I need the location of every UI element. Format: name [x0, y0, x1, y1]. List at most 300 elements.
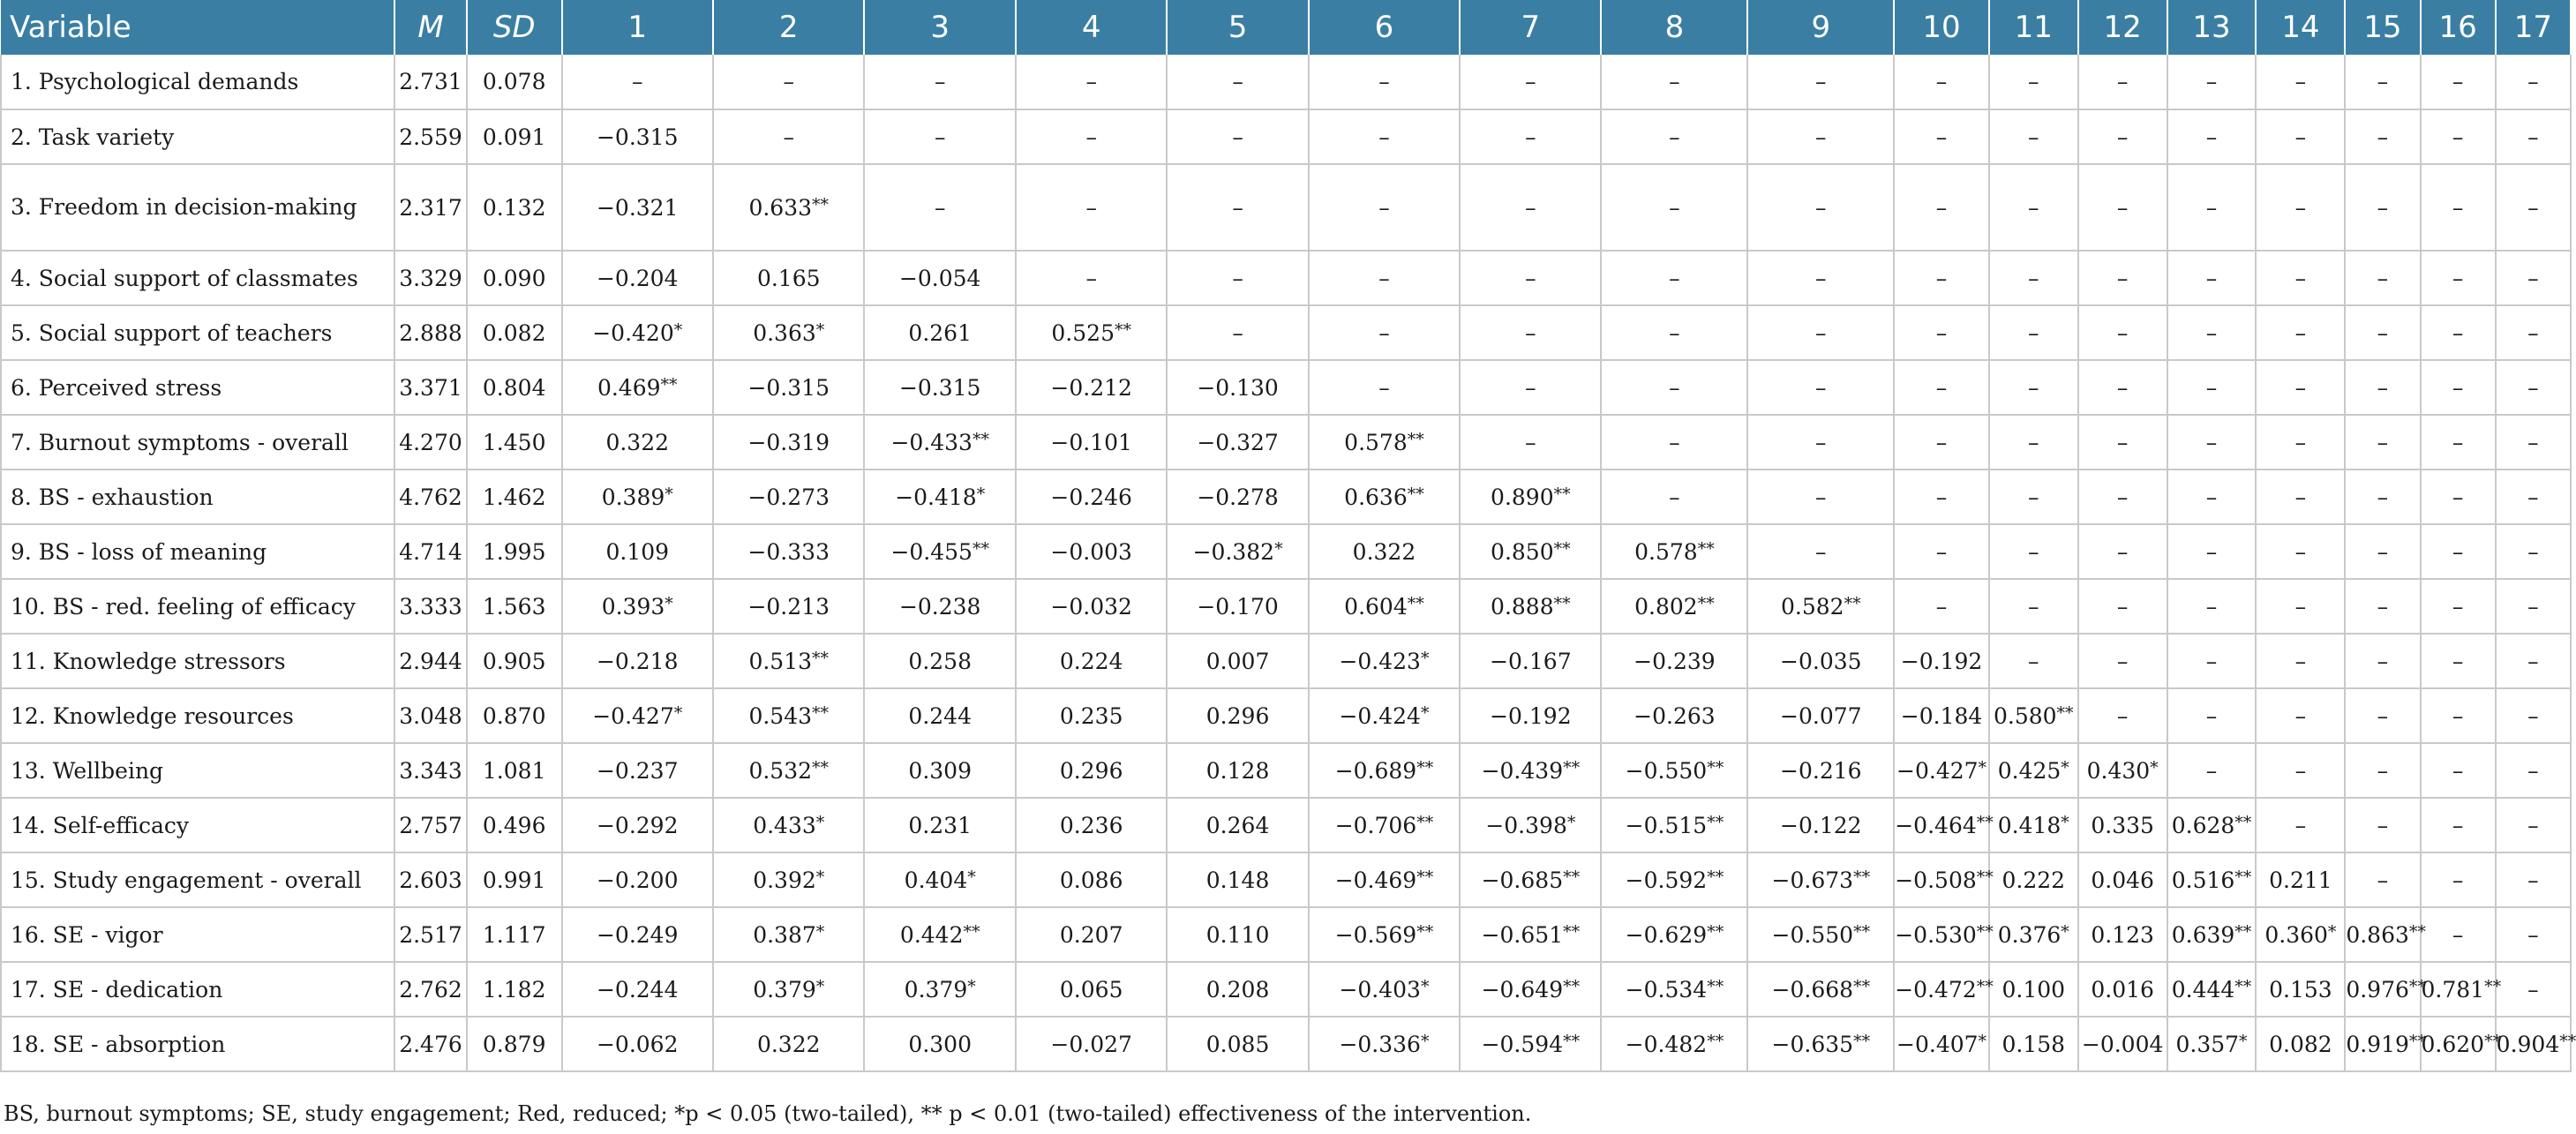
correlation-cell: −0.649** [1460, 962, 1601, 1017]
correlation-cell: – [1989, 251, 2078, 305]
correlation-cell: 0.165 [713, 251, 864, 305]
column-header-2: 2 [713, 0, 864, 55]
correlation-cell: – [2421, 55, 2496, 109]
correlation-cell: – [2421, 305, 2496, 360]
mean-cell: 2.731 [394, 55, 467, 109]
correlation-cell: 0.863** [2345, 907, 2420, 962]
correlation-cell: – [2167, 688, 2257, 743]
correlation-cell: 0.976** [2345, 962, 2420, 1017]
correlation-cell: −0.420* [562, 305, 713, 360]
correlation-cell: – [1601, 251, 1747, 305]
correlation-cell: – [2496, 579, 2571, 634]
column-header-8: 8 [1601, 0, 1747, 55]
correlation-cell: 0.389* [562, 469, 713, 524]
correlation-cell: – [2496, 164, 2571, 251]
column-header-11: 11 [1989, 0, 2078, 55]
correlation-cell: −0.315 [864, 360, 1015, 415]
correlation-cell: −0.244 [562, 962, 713, 1017]
correlation-cell: −0.004 [2078, 1017, 2167, 1071]
correlation-cell: −0.635** [1747, 1017, 1894, 1071]
correlation-cell: – [1309, 305, 1460, 360]
correlation-cell: – [1167, 109, 1308, 164]
correlation-cell: – [2167, 579, 2257, 634]
correlation-cell: 0.296 [1016, 743, 1167, 798]
correlation-cell: – [1747, 415, 1894, 469]
correlation-cell: 0.379* [713, 962, 864, 1017]
row-label: 14. Self-efficacy [1, 798, 394, 852]
correlation-cell: – [1601, 164, 1747, 251]
correlation-cell: – [1989, 164, 2078, 251]
correlation-cell: – [2078, 55, 2167, 109]
correlation-cell: −0.035 [1747, 634, 1894, 688]
correlation-cell: −0.292 [562, 798, 713, 852]
correlation-cell: 0.322 [713, 1017, 864, 1071]
correlation-cell: – [2421, 251, 2496, 305]
correlation-cell: – [1989, 360, 2078, 415]
correlation-cell: 0.264 [1167, 798, 1308, 852]
correlation-cell: −0.054 [864, 251, 1015, 305]
correlation-cell: – [1601, 305, 1747, 360]
correlation-cell: – [2345, 688, 2420, 743]
correlation-cell: −0.032 [1016, 579, 1167, 634]
row-label: 13. Wellbeing [1, 743, 394, 798]
correlation-cell: −0.427* [562, 688, 713, 743]
correlation-cell: −0.418* [864, 469, 1015, 524]
row-label: 4. Social support of classmates [1, 251, 394, 305]
correlation-cell: −0.204 [562, 251, 713, 305]
correlation-cell: – [2078, 579, 2167, 634]
correlation-cell: – [1989, 524, 2078, 579]
sd-cell: 0.496 [467, 798, 562, 852]
mean-cell: 2.888 [394, 305, 467, 360]
mean-cell: 2.603 [394, 852, 467, 907]
table-row [1, 305, 2571, 360]
correlation-cell: 0.363* [713, 305, 864, 360]
column-header-14: 14 [2256, 0, 2345, 55]
correlation-cell: – [1894, 164, 1989, 251]
correlation-cell: 0.425* [1989, 743, 2078, 798]
correlation-cell: 0.919** [2345, 1017, 2420, 1071]
column-header-12: 12 [2078, 0, 2167, 55]
correlation-cell: 0.433* [713, 798, 864, 852]
correlation-cell: 0.404* [864, 852, 1015, 907]
column-header-13: 13 [2167, 0, 2257, 55]
correlation-cell: – [2496, 360, 2571, 415]
correlation-cell: −0.594** [1460, 1017, 1601, 1071]
sd-cell: 1.450 [467, 415, 562, 469]
correlation-cell: – [2345, 360, 2420, 415]
correlation-cell: – [2421, 634, 2496, 688]
row-label: 7. Burnout symptoms - overall [1, 415, 394, 469]
correlation-cell: – [2256, 415, 2345, 469]
table-row [1, 524, 2571, 579]
correlation-cell: 0.636** [1309, 469, 1460, 524]
table-row [1, 743, 2571, 798]
row-label: 10. BS - red. feeling of efficacy [1, 579, 394, 634]
sd-cell: 1.563 [467, 579, 562, 634]
correlation-cell: – [1309, 164, 1460, 251]
row-label: 3. Freedom in decision-making [1, 164, 394, 251]
sd-cell: 0.090 [467, 251, 562, 305]
correlation-cell: – [2496, 852, 2571, 907]
correlation-cell: – [1460, 305, 1601, 360]
correlation-cell: −0.464** [1894, 798, 1989, 852]
correlation-cell: −0.433** [864, 415, 1015, 469]
column-header-7: 7 [1460, 0, 1601, 55]
correlation-cell: – [1309, 55, 1460, 109]
column-header-9: 9 [1747, 0, 1894, 55]
row-label: 2. Task variety [1, 109, 394, 164]
correlation-cell: – [2496, 524, 2571, 579]
correlation-cell: – [2167, 634, 2257, 688]
correlation-cell: 0.628** [2167, 798, 2257, 852]
column-header-1: 1 [562, 0, 713, 55]
correlation-cell: – [2256, 360, 2345, 415]
correlation-cell: – [1989, 579, 2078, 634]
correlation-cell: 0.123 [2078, 907, 2167, 962]
correlation-cell: −0.398* [1460, 798, 1601, 852]
correlation-cell: −0.130 [1167, 360, 1308, 415]
correlation-cell: 0.208 [1167, 962, 1308, 1017]
correlation-cell: – [2167, 415, 2257, 469]
correlation-cell: 0.261 [864, 305, 1015, 360]
correlation-cell: – [2421, 743, 2496, 798]
correlation-cell: 0.300 [864, 1017, 1015, 1071]
correlation-cell: – [2421, 469, 2496, 524]
correlation-cell: 0.046 [2078, 852, 2167, 907]
correlation-cell: – [1309, 109, 1460, 164]
correlation-cell: – [1894, 251, 1989, 305]
row-label: 18. SE - absorption [1, 1017, 394, 1071]
correlation-cell: −0.472** [1894, 962, 1989, 1017]
correlation-cell: – [2496, 251, 2571, 305]
mean-cell: 3.343 [394, 743, 467, 798]
correlation-cell: 0.379* [864, 962, 1015, 1017]
correlation-cell: – [864, 55, 1015, 109]
correlation-cell: – [1989, 634, 2078, 688]
correlation-cell: – [1167, 305, 1308, 360]
correlation-cell: – [2078, 634, 2167, 688]
correlation-cell: – [2496, 109, 2571, 164]
correlation-cell: – [2078, 164, 2167, 251]
correlation-cell: −0.321 [562, 164, 713, 251]
sd-cell: 0.905 [467, 634, 562, 688]
mean-cell: 2.317 [394, 164, 467, 251]
correlation-cell: – [2256, 798, 2345, 852]
correlation-cell: – [2345, 579, 2420, 634]
table-footnote: BS, burnout symptoms; SE, study engagement; Red, reduced; *p < 0.05 (two-tailed), ** p < 0.01 (two-tailed) effectiveness of the intervention. [4, 1101, 1532, 1126]
column-header-15: 15 [2345, 0, 2420, 55]
correlation-cell: – [1747, 305, 1894, 360]
correlation-cell: 0.085 [1167, 1017, 1308, 1071]
correlation-cell: −0.592** [1601, 852, 1747, 907]
correlation-cell: – [1894, 415, 1989, 469]
table-row [1, 251, 2571, 305]
correlation-cell: – [2345, 743, 2420, 798]
correlation-cell: – [713, 109, 864, 164]
correlation-cell: – [2078, 688, 2167, 743]
correlation-cell: 0.904** [2496, 1017, 2571, 1071]
correlation-cell: – [1989, 109, 2078, 164]
correlation-cell: – [1460, 164, 1601, 251]
row-label: 1. Psychological demands [1, 55, 394, 109]
correlation-cell: – [1747, 164, 1894, 251]
correlation-cell: – [2345, 634, 2420, 688]
mean-cell: 2.762 [394, 962, 467, 1017]
sd-cell: 0.132 [467, 164, 562, 251]
correlation-cell: −0.530** [1894, 907, 1989, 962]
correlation-cell: – [2167, 109, 2257, 164]
table-row [1, 1017, 2571, 1071]
correlation-cell: 0.850** [1460, 524, 1601, 579]
correlation-cell: 0.513** [713, 634, 864, 688]
correlation-cell: 0.781** [2421, 962, 2496, 1017]
correlation-cell: – [1747, 251, 1894, 305]
table-row [1, 360, 2571, 415]
correlation-cell: 0.444** [2167, 962, 2257, 1017]
correlation-cell: 0.224 [1016, 634, 1167, 688]
correlation-cell: – [2078, 109, 2167, 164]
correlation-cell: 0.387* [713, 907, 864, 962]
correlation-cell: 0.430* [2078, 743, 2167, 798]
correlation-cell: 0.086 [1016, 852, 1167, 907]
correlation-cell: – [864, 164, 1015, 251]
column-header-10: 10 [1894, 0, 1989, 55]
correlation-cell: −0.213 [713, 579, 864, 634]
mean-cell: 2.517 [394, 907, 467, 962]
correlation-cell: 0.153 [2256, 962, 2345, 1017]
correlation-cell: −0.455** [864, 524, 1015, 579]
correlation-cell: – [2256, 305, 2345, 360]
sd-cell: 0.078 [467, 55, 562, 109]
correlation-cell: – [1894, 55, 1989, 109]
correlation-cell: −0.216 [1747, 743, 1894, 798]
correlation-cell: 0.376* [1989, 907, 2078, 962]
correlation-cell: – [713, 55, 864, 109]
correlation-cell: – [1894, 305, 1989, 360]
row-label: 11. Knowledge stressors [1, 634, 394, 688]
correlation-cell: −0.569** [1309, 907, 1460, 962]
correlation-cell: – [2345, 852, 2420, 907]
correlation-cell: 0.244 [864, 688, 1015, 743]
correlation-cell: −0.424* [1309, 688, 1460, 743]
row-label: 6. Perceived stress [1, 360, 394, 415]
sd-cell: 1.462 [467, 469, 562, 524]
correlation-cell: – [1167, 164, 1308, 251]
correlation-cell: −0.685** [1460, 852, 1601, 907]
correlation-cell: 0.582** [1747, 579, 1894, 634]
correlation-cell: – [2496, 798, 2571, 852]
correlation-cell: 0.065 [1016, 962, 1167, 1017]
correlation-cell: 0.158 [1989, 1017, 2078, 1071]
correlation-cell: – [1016, 109, 1167, 164]
correlation-cell: – [864, 109, 1015, 164]
correlation-cell: – [2421, 360, 2496, 415]
correlation-cell: – [2345, 305, 2420, 360]
correlation-cell: – [2256, 469, 2345, 524]
correlation-cell: −0.062 [562, 1017, 713, 1071]
correlation-cell: – [1309, 360, 1460, 415]
mean-cell: 4.762 [394, 469, 467, 524]
correlation-cell: – [2256, 109, 2345, 164]
correlation-cell: – [2496, 305, 2571, 360]
correlation-cell: – [2345, 524, 2420, 579]
row-label: 12. Knowledge resources [1, 688, 394, 743]
correlation-cell: 0.578** [1309, 415, 1460, 469]
mean-cell: 2.476 [394, 1017, 467, 1071]
correlation-cell: 0.207 [1016, 907, 1167, 962]
correlation-cell: – [1894, 360, 1989, 415]
header-row [1, 0, 2571, 55]
correlation-cell: – [1894, 579, 1989, 634]
correlation-cell: 0.360* [2256, 907, 2345, 962]
correlation-cell: – [1989, 415, 2078, 469]
correlation-cell: – [2421, 688, 2496, 743]
correlation-cell: – [2496, 962, 2571, 1017]
correlation-cell: – [2496, 688, 2571, 743]
correlation-cell: 0.016 [2078, 962, 2167, 1017]
correlation-cell: 0.418* [1989, 798, 2078, 852]
correlation-cell: 0.007 [1167, 634, 1308, 688]
correlation-cell: – [1016, 164, 1167, 251]
table-row [1, 962, 2571, 1017]
correlation-cell: – [2078, 305, 2167, 360]
correlation-cell: 0.802** [1601, 579, 1747, 634]
correlation-cell: – [1016, 251, 1167, 305]
sd-cell: 0.991 [467, 852, 562, 907]
correlation-cell: 0.620** [2421, 1017, 2496, 1071]
sd-cell: 0.879 [467, 1017, 562, 1071]
correlation-cell: 0.322 [562, 415, 713, 469]
correlation-cell: −0.508** [1894, 852, 1989, 907]
correlation-cell: – [2167, 743, 2257, 798]
table-row [1, 164, 2571, 251]
correlation-cell: – [2078, 415, 2167, 469]
correlation-cell: −0.673** [1747, 852, 1894, 907]
correlation-cell: 0.442** [864, 907, 1015, 962]
correlation-cell: – [2256, 579, 2345, 634]
correlation-cell: – [1894, 109, 1989, 164]
correlation-cell: −0.423* [1309, 634, 1460, 688]
correlation-cell: −0.263 [1601, 688, 1747, 743]
correlation-cell: −0.407* [1894, 1017, 1989, 1071]
correlation-cell: – [2421, 852, 2496, 907]
table-body [1, 55, 2576, 1071]
correlation-cell: – [2496, 907, 2571, 962]
correlation-cell: – [1989, 305, 2078, 360]
correlation-cell: – [1601, 360, 1747, 415]
correlation-cell: −0.192 [1460, 688, 1601, 743]
correlation-cell: – [1167, 55, 1308, 109]
correlation-cell: −0.167 [1460, 634, 1601, 688]
correlation-cell: 0.222 [1989, 852, 2078, 907]
correlation-cell: – [2256, 688, 2345, 743]
correlation-cell: 0.357* [2167, 1017, 2257, 1071]
sd-cell: 0.804 [467, 360, 562, 415]
sd-cell: 0.091 [467, 109, 562, 164]
correlation-cell: −0.237 [562, 743, 713, 798]
table-row [1, 109, 2571, 164]
column-header-5: 5 [1167, 0, 1308, 55]
correlation-cell: 0.580** [1989, 688, 2078, 743]
correlation-cell: −0.315 [713, 360, 864, 415]
correlation-cell: – [2345, 798, 2420, 852]
sd-cell: 1.117 [467, 907, 562, 962]
correlation-cell: −0.200 [562, 852, 713, 907]
correlation-cell: – [1894, 524, 1989, 579]
correlation-cell: −0.651** [1460, 907, 1601, 962]
correlation-cell: −0.192 [1894, 634, 1989, 688]
correlation-cell: – [2078, 524, 2167, 579]
correlation-cell: – [1747, 524, 1894, 579]
correlation-cell: −0.689** [1309, 743, 1460, 798]
correlation-cell: −0.315 [562, 109, 713, 164]
correlation-cell: – [1747, 360, 1894, 415]
correlation-cell: −0.469** [1309, 852, 1460, 907]
correlation-cell: −0.184 [1894, 688, 1989, 743]
correlation-cell: – [2421, 907, 2496, 962]
correlation-cell: −0.550** [1747, 907, 1894, 962]
correlation-cell: −0.246 [1016, 469, 1167, 524]
table-header [1, 0, 2571, 55]
correlation-cell: −0.515** [1601, 798, 1747, 852]
correlation-cell: −0.706** [1309, 798, 1460, 852]
sd-cell: 0.870 [467, 688, 562, 743]
correlation-cell: −0.336* [1309, 1017, 1460, 1071]
mean-cell: 3.048 [394, 688, 467, 743]
correlation-cell: – [2167, 524, 2257, 579]
correlation-cell: – [1460, 109, 1601, 164]
correlation-cell: −0.550** [1601, 743, 1747, 798]
correlation-cell: – [1601, 415, 1747, 469]
correlation-cell: 0.392* [713, 852, 864, 907]
table-row [1, 634, 2571, 688]
correlation-cell: −0.278 [1167, 469, 1308, 524]
correlation-cell: 0.633** [713, 164, 864, 251]
correlation-cell: – [2256, 524, 2345, 579]
mean-cell: 3.333 [394, 579, 467, 634]
correlation-cell: −0.273 [713, 469, 864, 524]
correlation-cell: – [1309, 251, 1460, 305]
row-label: 5. Social support of teachers [1, 305, 394, 360]
correlation-cell: – [2256, 164, 2345, 251]
correlation-cell: 0.888** [1460, 579, 1601, 634]
sd-cell: 1.182 [467, 962, 562, 1017]
correlation-cell: – [2345, 415, 2420, 469]
correlation-cell: – [2167, 305, 2257, 360]
table-row [1, 469, 2571, 524]
correlation-cell: 0.100 [1989, 962, 2078, 1017]
correlation-cell: 0.148 [1167, 852, 1308, 907]
correlation-cell: 0.231 [864, 798, 1015, 852]
column-header-17: 17 [2496, 0, 2571, 55]
correlation-cell: – [1747, 109, 1894, 164]
correlation-cell: – [2345, 251, 2420, 305]
correlation-cell: −0.122 [1747, 798, 1894, 852]
correlation-cell: −0.427* [1894, 743, 1989, 798]
correlation-cell: – [1989, 55, 2078, 109]
correlation-cell: – [2496, 469, 2571, 524]
correlation-cell: −0.170 [1167, 579, 1308, 634]
row-label: 9. BS - loss of meaning [1, 524, 394, 579]
correlation-cell: – [2256, 743, 2345, 798]
correlation-cell: 0.258 [864, 634, 1015, 688]
table-row [1, 55, 2571, 109]
table-row [1, 852, 2571, 907]
correlation-cell: – [1601, 469, 1747, 524]
correlation-cell: – [2167, 251, 2257, 305]
row-label: 17. SE - dedication [1, 962, 394, 1017]
